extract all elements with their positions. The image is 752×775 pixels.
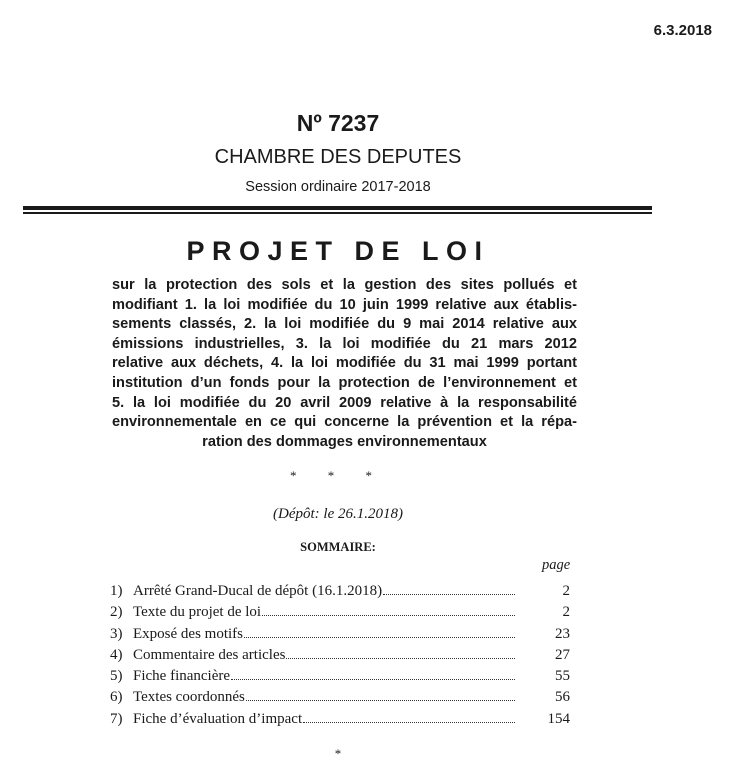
bill-subject bbox=[112, 276, 577, 452]
header-rule-thick bbox=[23, 206, 652, 210]
summary-heading: SOMMAIRE: bbox=[300, 540, 376, 554]
toc-entry-number: 3) bbox=[110, 625, 123, 642]
subject-line: relative aux déchets, 4. la loi modifiée du 31 mai 1999 portant bbox=[112, 355, 577, 372]
toc-entry-label: Arrêté Grand-Ducal de dépôt (16.1.2018) bbox=[133, 583, 383, 599]
subject-line: 5. la loi modifiée du 20 avril 2009 relative à la responsabilité bbox=[112, 394, 577, 411]
toc-dot-leader bbox=[262, 615, 515, 616]
toc-entry-number: 2) bbox=[110, 604, 123, 621]
page-column-label: page bbox=[542, 557, 571, 573]
deposit-date: (Dépôt: le 26.1.2018) bbox=[273, 506, 403, 522]
document-number: Nº 7237 bbox=[296, 110, 380, 136]
toc-entry-label: Texte du projet de loi bbox=[133, 604, 262, 621]
toc-entry-label: Textes coordonnés bbox=[133, 689, 245, 706]
separator-stars: * * * bbox=[290, 468, 386, 483]
table-of-contents bbox=[110, 583, 570, 732]
document-date: 6.3.2018 bbox=[653, 22, 712, 39]
toc-entry[interactable] bbox=[110, 626, 570, 647]
toc-entry-number: 6) bbox=[110, 689, 123, 706]
chamber-name: CHAMBRE DES DEPUTES bbox=[214, 146, 462, 168]
toc-entry[interactable] bbox=[110, 583, 570, 604]
toc-dot-leader bbox=[231, 679, 515, 680]
toc-entry-page: 23 bbox=[555, 625, 570, 642]
toc-entry[interactable] bbox=[110, 689, 570, 710]
toc-entry-label: Commentaire des articles bbox=[133, 646, 286, 663]
toc-entry-number: 7) bbox=[110, 710, 123, 727]
subject-line: ration des dommages environnementaux bbox=[202, 433, 487, 450]
toc-entry-label: Exposé des motifs bbox=[133, 625, 243, 642]
toc-entry-page: 56 bbox=[555, 689, 570, 706]
subject-line: émissions industrielles, 3. la loi modifiée du 21 mars 2012 bbox=[112, 335, 577, 352]
toc-entry-number: 5) bbox=[110, 668, 123, 685]
toc-entry[interactable] bbox=[110, 604, 570, 625]
subject-line: sur la protection des sols et la gestion des sites pollués et bbox=[112, 277, 577, 293]
toc-dot-leader bbox=[383, 594, 515, 595]
toc-entry-label: Fiche financière bbox=[133, 668, 231, 685]
subject-line: environnementale en ce qui concerne la prévention et la répa- bbox=[112, 414, 577, 431]
subject-line: sements classés, 2. la loi modifiée du 9 mai 2014 relative aux bbox=[112, 316, 577, 333]
toc-entry-page: 2 bbox=[562, 583, 570, 599]
toc-entry-page: 2 bbox=[562, 604, 570, 621]
toc-dot-leader bbox=[303, 722, 515, 723]
toc-entry[interactable] bbox=[110, 668, 570, 689]
toc-entry-page: 55 bbox=[555, 668, 570, 685]
toc-entry[interactable] bbox=[110, 711, 570, 732]
toc-entry-number: 1) bbox=[110, 583, 123, 599]
toc-entry-number: 4) bbox=[110, 646, 123, 663]
document-title: PROJET DE LOI bbox=[186, 236, 490, 266]
header-rule-thin bbox=[23, 212, 652, 214]
toc-entry-label: Fiche d’évaluation d’impact bbox=[133, 710, 303, 727]
toc-entry[interactable] bbox=[110, 647, 570, 668]
subject-line: modifiant 1. la loi modifiée du 10 juin 1999 relative aux établis- bbox=[112, 296, 577, 313]
toc-entry-page: 154 bbox=[547, 710, 570, 727]
subject-line: institution d’un fonds pour la protection de l’environnement et bbox=[112, 374, 577, 391]
toc-dot-leader bbox=[246, 700, 515, 701]
toc-entry-page: 27 bbox=[555, 646, 570, 663]
toc-dot-leader bbox=[244, 637, 515, 638]
end-star: * bbox=[334, 746, 342, 761]
toc-dot-leader bbox=[286, 658, 515, 659]
session-label: Session ordinaire 2017-2018 bbox=[245, 179, 431, 195]
